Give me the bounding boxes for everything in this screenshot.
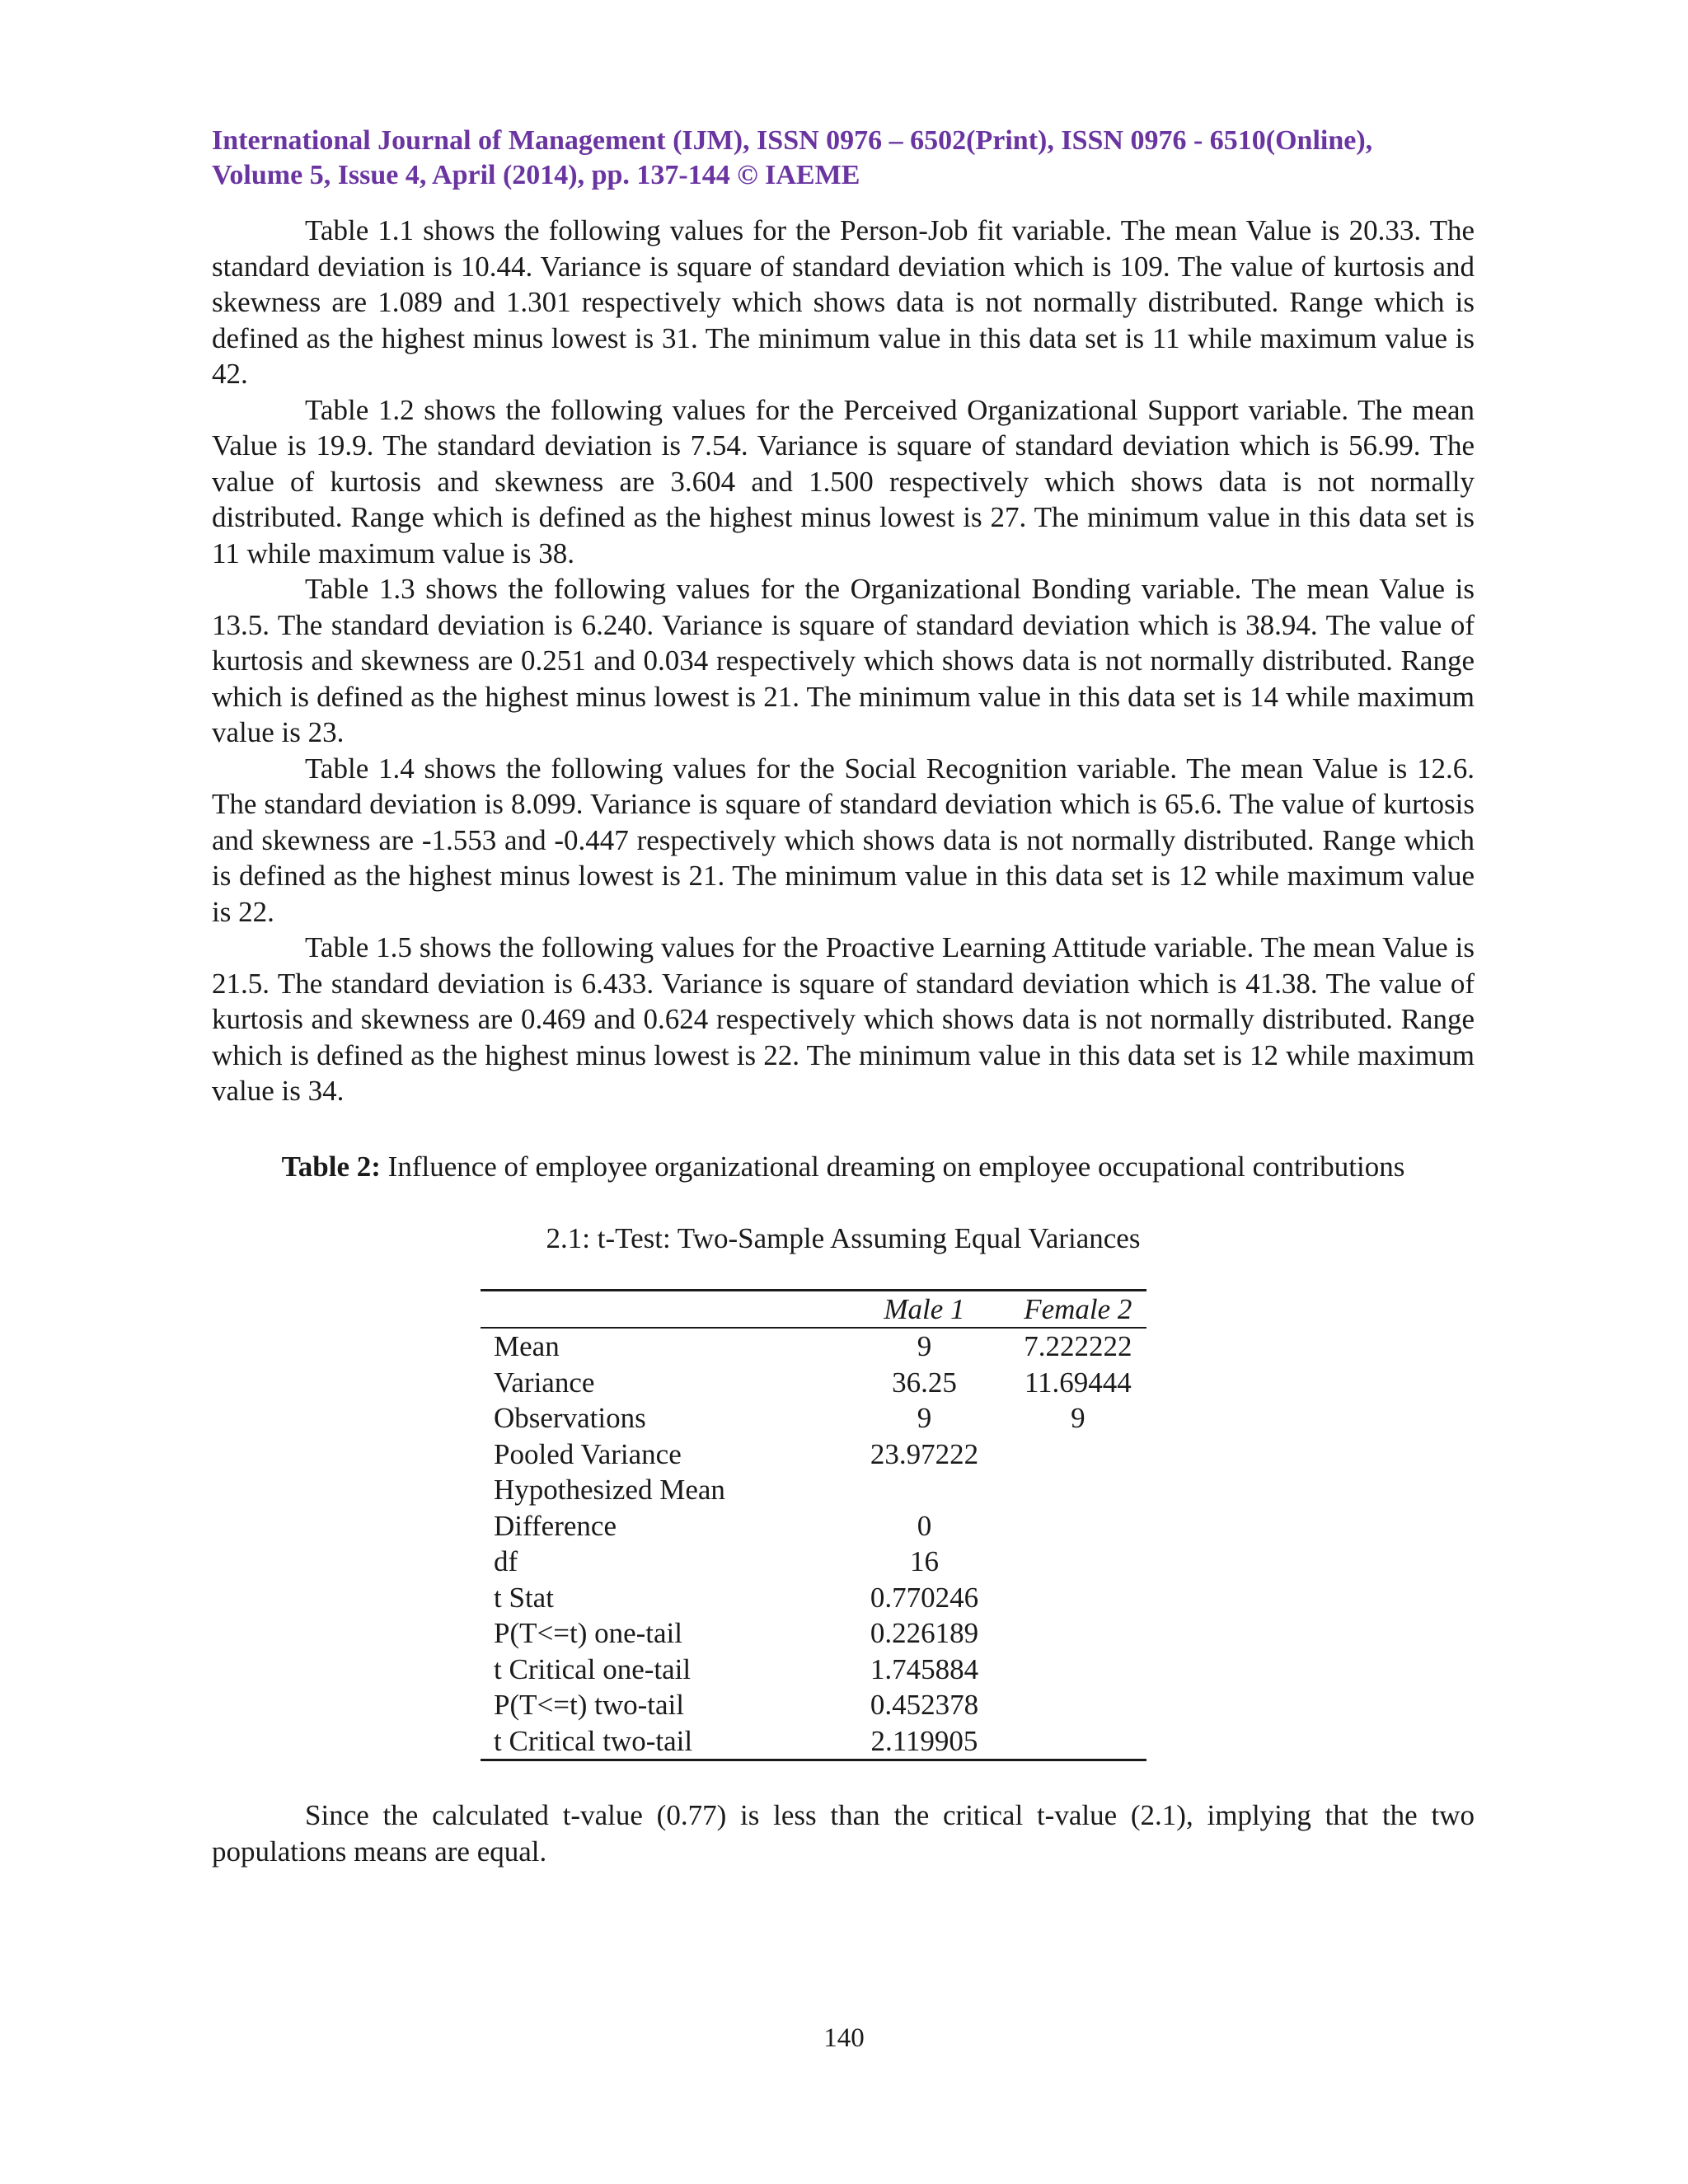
row-label: P(T<=t) one-tail xyxy=(494,1617,683,1649)
male-value: 0.770246 xyxy=(870,1581,979,1614)
table-row xyxy=(481,1400,1146,1436)
page-number: 140 xyxy=(823,2023,865,2053)
male-value: 16 xyxy=(909,1545,939,1577)
row-label: Hypothesized Mean xyxy=(494,1474,725,1506)
paragraph-table-1-5: Table 1.5 shows the following values for the Proactive Learning Attitude variable. The mean Value is 21.5. The standard deviation is 6.433. Variance is square of standard deviation which is 41.38. The value of kurtosis and skewness are 0.469 and 0.624 respectively which shows data is not normally distributed. Range which is defined as the highest minus lowest is 22. The minimum value in this data set is 12 while maximum value is 34. xyxy=(212,931,1475,1107)
male-value: 0 xyxy=(917,1509,932,1542)
female-value xyxy=(1010,1723,1146,1760)
table-row xyxy=(481,1723,1146,1760)
female-value xyxy=(1010,1687,1146,1723)
male-value: 9 xyxy=(917,1402,932,1434)
row-label: Observations xyxy=(494,1402,646,1434)
row-label: df xyxy=(494,1545,518,1577)
conclusion-paragraph: Since the calculated t-value (0.77) is less than the critical t-value (2.1), implying that the two populations means are equal. xyxy=(212,1799,1475,1868)
female-value xyxy=(1010,1544,1146,1580)
table-row xyxy=(481,1472,1146,1508)
female-value: 7.222222 xyxy=(1024,1330,1132,1362)
paragraph-table-1-2: Table 1.2 shows the following values for the Perceived Organizational Support variable. The mean Value is 19.9. The standard deviation is 7.54. Variance is square of standard deviation which is 56.99. The value of kurtosis and skewness are 3.604 and 1.500 respectively which shows data is not normally distributed. Range which is defined as the highest minus lowest is 27. The minimum value in this data set is 11 while maximum value is 38. xyxy=(212,393,1475,569)
male-value xyxy=(839,1472,1009,1508)
female-value xyxy=(1010,1472,1146,1508)
row-label: P(T<=t) two-tail xyxy=(494,1689,684,1721)
female-value xyxy=(1010,1615,1146,1652)
header-female: Female 2 xyxy=(1024,1292,1132,1325)
header-blank xyxy=(481,1290,839,1328)
female-value xyxy=(1010,1580,1146,1616)
paragraph-table-1-4: Table 1.4 shows the following values for the Social Recognition variable. The mean Value is 12.6. The standard deviation is 8.099. Variance is square of standard deviation which is 65.6. The value of kurtosis and skewness are -1.553 and -0.447 respectively which shows data is not normally distributed. Range which is defined as the highest minus lowest is 21. The minimum value in this data set is 12 while maximum value is 22. xyxy=(212,752,1475,928)
table-2-label: Table 2: xyxy=(281,1150,381,1183)
female-value xyxy=(1010,1652,1146,1688)
table-header-row xyxy=(481,1290,1146,1328)
table-row xyxy=(481,1652,1146,1688)
table-2-title: Influence of employee organizational dreaming on employee occupational contributions xyxy=(380,1150,1405,1183)
paragraph-table-1-1: Table 1.1 shows the following values for the Person-Job fit variable. The mean Value is 20.33. The standard deviation is 10.44. Variance is square of standard deviation which is 109. The value of kurtosis and skewness are 1.089 and 1.301 respectively which shows data is not normally distributed. Range which is defined as the highest minus lowest is 31. The minimum value in this data set is 11 while maximum value is 42. xyxy=(212,214,1475,390)
table-row xyxy=(481,1580,1146,1616)
male-value: 36.25 xyxy=(892,1366,957,1399)
table-2-caption xyxy=(212,1149,1475,1184)
journal-header-line-2: Volume 5, Issue 4, April (2014), pp. 137-144 © IAEME xyxy=(212,160,860,190)
header-male: Male 1 xyxy=(884,1292,965,1325)
row-label: Difference xyxy=(494,1509,617,1542)
female-value xyxy=(1010,1436,1146,1473)
row-label: Variance xyxy=(494,1366,595,1399)
row-label: t Critical two-tail xyxy=(494,1724,693,1757)
female-value xyxy=(1010,1508,1146,1544)
row-label: t Stat xyxy=(494,1581,554,1614)
t-test-table xyxy=(481,1289,1146,1762)
female-value: 11.69444 xyxy=(1024,1366,1132,1399)
male-value: 9 xyxy=(917,1330,932,1362)
female-value: 9 xyxy=(1071,1402,1085,1434)
male-value: 1.745884 xyxy=(870,1652,979,1685)
table-row xyxy=(481,1436,1146,1473)
table-row xyxy=(481,1328,1146,1365)
table-row xyxy=(481,1615,1146,1652)
row-label: Mean xyxy=(494,1330,560,1362)
paragraph-table-1-3: Table 1.3 shows the following values for the Organizational Bonding variable. The mean Value is 13.5. The standard deviation is 6.240. Variance is square of standard deviation which is 38.94. The value of kurtosis and skewness are 0.251 and 0.034 respectively which shows data is not normally distributed. Range which is defined as the highest minus lowest is 21. The minimum value in this data set is 14 while maximum value is 23. xyxy=(212,573,1475,748)
table-2-subtitle: 2.1: t-Test: Two-Sample Assuming Equal Variances xyxy=(546,1221,1141,1254)
journal-header-line-1: International Journal of Management (IJM), ISSN 0976 – 6502(Print), ISSN 0976 - 6510(Online), xyxy=(212,125,1373,156)
page-content xyxy=(212,124,1475,1869)
row-label: t Critical one-tail xyxy=(494,1652,692,1685)
male-value: 0.226189 xyxy=(870,1617,979,1649)
row-label: Pooled Variance xyxy=(494,1437,682,1470)
table-row xyxy=(481,1365,1146,1401)
table-row xyxy=(481,1687,1146,1723)
male-value: 2.119905 xyxy=(870,1724,978,1757)
male-value: 0.452378 xyxy=(870,1689,979,1721)
table-row xyxy=(481,1544,1146,1580)
male-value: 23.97222 xyxy=(870,1437,979,1470)
journal-header xyxy=(212,124,1475,193)
table-row xyxy=(481,1508,1146,1544)
